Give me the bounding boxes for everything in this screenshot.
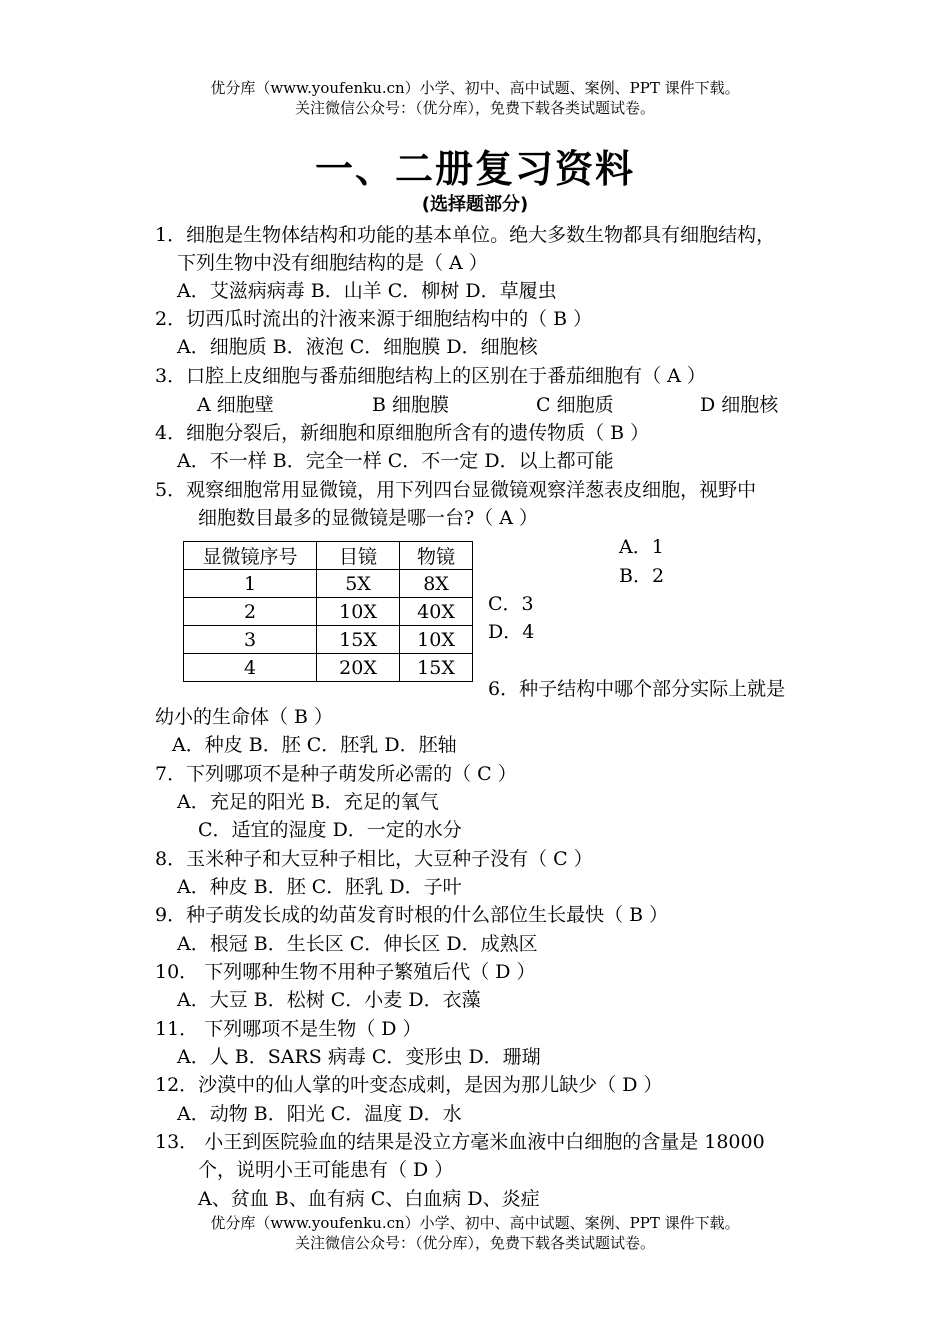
question-6-options: A．种皮 B．胚 C．胚乳 D．胚轴 bbox=[172, 734, 457, 756]
question-7-options-ab: A．充足的阳光 B．充足的氧气 bbox=[177, 791, 439, 813]
table-cell: 8X bbox=[400, 570, 473, 598]
question-13-options: A、贫血 B、血有病 C、白血病 D、炎症 bbox=[198, 1188, 540, 1210]
table-cell: 5X bbox=[317, 570, 400, 598]
question-2-options: A．细胞质 B．液泡 C．细胞膜 D．细胞核 bbox=[177, 336, 538, 358]
question-3-option-d: D 细胞核 bbox=[700, 394, 779, 416]
question-5-option-b: B．2 bbox=[619, 565, 665, 587]
question-7-text: 7．下列哪项不是种子萌发所必需的（ C ） bbox=[155, 763, 517, 785]
question-1-options: A．艾滋病病毒 B．山羊 C．柳树 D．草履虫 bbox=[177, 280, 557, 302]
question-3-text: 3．口腔上皮细胞与番茄细胞结构上的区别在于番茄细胞有（ A ） bbox=[155, 365, 706, 387]
table-cell: 2 bbox=[184, 598, 317, 626]
question-3-option-b: B 细胞膜 bbox=[372, 394, 450, 416]
table-header-cell: 显微镜序号 bbox=[184, 542, 317, 570]
footer-line-1: 优分库（www.youfenku.cn）小学、初中、高中试题、案例、PPT 课件下载。 bbox=[210, 1214, 740, 1232]
table-cell: 10X bbox=[400, 626, 473, 654]
header-line-1: 优分库（www.youfenku.cn）小学、初中、高中试题、案例、PPT 课件下载。 bbox=[210, 79, 740, 97]
question-13-text: 13． 小王到医院验血的结果是没立方毫米血液中白细胞的含量是 18000 bbox=[155, 1131, 765, 1153]
question-7-options-cd: C．适宜的湿度 D．一定的水分 bbox=[198, 819, 462, 841]
question-4-options: A．不一样 B．完全一样 C．不一定 D．以上都可能 bbox=[177, 450, 614, 472]
question-5-text: 5．观察细胞常用显微镜，用下列四台显微镜观察洋葱表皮细胞，视野中 bbox=[155, 479, 757, 501]
question-12-options: A．动物 B．阳光 C．温度 D．水 bbox=[177, 1103, 462, 1125]
question-12-text: 12．沙漠中的仙人掌的叶变态成刺，是因为那儿缺少（ D ） bbox=[155, 1074, 663, 1096]
table-row bbox=[184, 626, 473, 654]
microscope-table bbox=[183, 541, 473, 682]
question-11-text: 11． 下列哪项不是生物（ D ） bbox=[155, 1018, 422, 1040]
question-6-text-cont: 幼小的生命体（ B ） bbox=[155, 706, 334, 728]
question-4-text: 4．细胞分裂后，新细胞和原细胞所含有的遗传物质（ B ） bbox=[155, 422, 650, 444]
question-5-text-cont: 细胞数目最多的显微镜是哪一台?（ A ） bbox=[198, 507, 538, 529]
header-line-2: 关注微信公众号：（优分库），免费下载各类试题试卷。 bbox=[294, 99, 655, 117]
table-header-cell: 物镜 bbox=[400, 542, 473, 570]
question-5-option-a: A．1 bbox=[619, 536, 664, 558]
table-cell: 15X bbox=[317, 626, 400, 654]
table-cell: 4 bbox=[184, 654, 317, 682]
table-cell: 40X bbox=[400, 598, 473, 626]
table-row bbox=[184, 654, 473, 682]
question-2-text: 2．切西瓜时流出的汁液来源于细胞结构中的（ B ） bbox=[155, 308, 593, 330]
question-5-option-c: C．3 bbox=[488, 593, 534, 615]
question-8-options: A．种皮 B．胚 C．胚乳 D．子叶 bbox=[177, 876, 462, 898]
question-11-options: A．人 B．SARS 病毒 C．变形虫 D．珊瑚 bbox=[177, 1046, 541, 1068]
question-3-option-a: A 细胞壁 bbox=[197, 394, 274, 416]
question-6-text: 6．种子结构中哪个部分实际上就是 bbox=[488, 678, 786, 700]
page-title: 一、二册复习资料 bbox=[314, 147, 635, 191]
question-9-options: A．根冠 B．生长区 C．伸长区 D．成熟区 bbox=[177, 933, 538, 955]
question-8-text: 8．玉米种子和大豆种子相比，大豆种子没有（ C ） bbox=[155, 848, 593, 870]
table-cell: 1 bbox=[184, 570, 317, 598]
table-header-cell: 目镜 bbox=[317, 542, 400, 570]
question-9-text: 9．种子萌发长成的幼苗发育时根的什么部位生长最快（ B ） bbox=[155, 904, 669, 926]
question-5-option-d: D．4 bbox=[488, 621, 535, 643]
footer-line-2: 关注微信公众号：（优分库），免费下载各类试题试卷。 bbox=[294, 1234, 655, 1252]
table-row bbox=[184, 570, 473, 598]
table-row bbox=[184, 598, 473, 626]
question-10-options: A．大豆 B．松树 C．小麦 D．衣藻 bbox=[177, 989, 481, 1011]
table-header-row bbox=[184, 542, 473, 570]
question-1-text-cont: 下列生物中没有细胞结构的是（ A ） bbox=[177, 252, 488, 274]
question-3-option-c: C 细胞质 bbox=[536, 394, 614, 416]
table-cell: 3 bbox=[184, 626, 317, 654]
page-subtitle: (选择题部分) bbox=[421, 194, 529, 215]
question-10-text: 10． 下列哪种生物不用种子繁殖后代（ D ） bbox=[155, 961, 536, 983]
table-cell: 20X bbox=[317, 654, 400, 682]
question-1-text: 1．细胞是生物体结构和功能的基本单位。绝大多数生物都具有细胞结构， bbox=[155, 224, 776, 246]
table-cell: 15X bbox=[400, 654, 473, 682]
table-cell: 10X bbox=[317, 598, 400, 626]
question-13-text-cont: 个，说明小王可能患有（ D ） bbox=[198, 1159, 454, 1181]
